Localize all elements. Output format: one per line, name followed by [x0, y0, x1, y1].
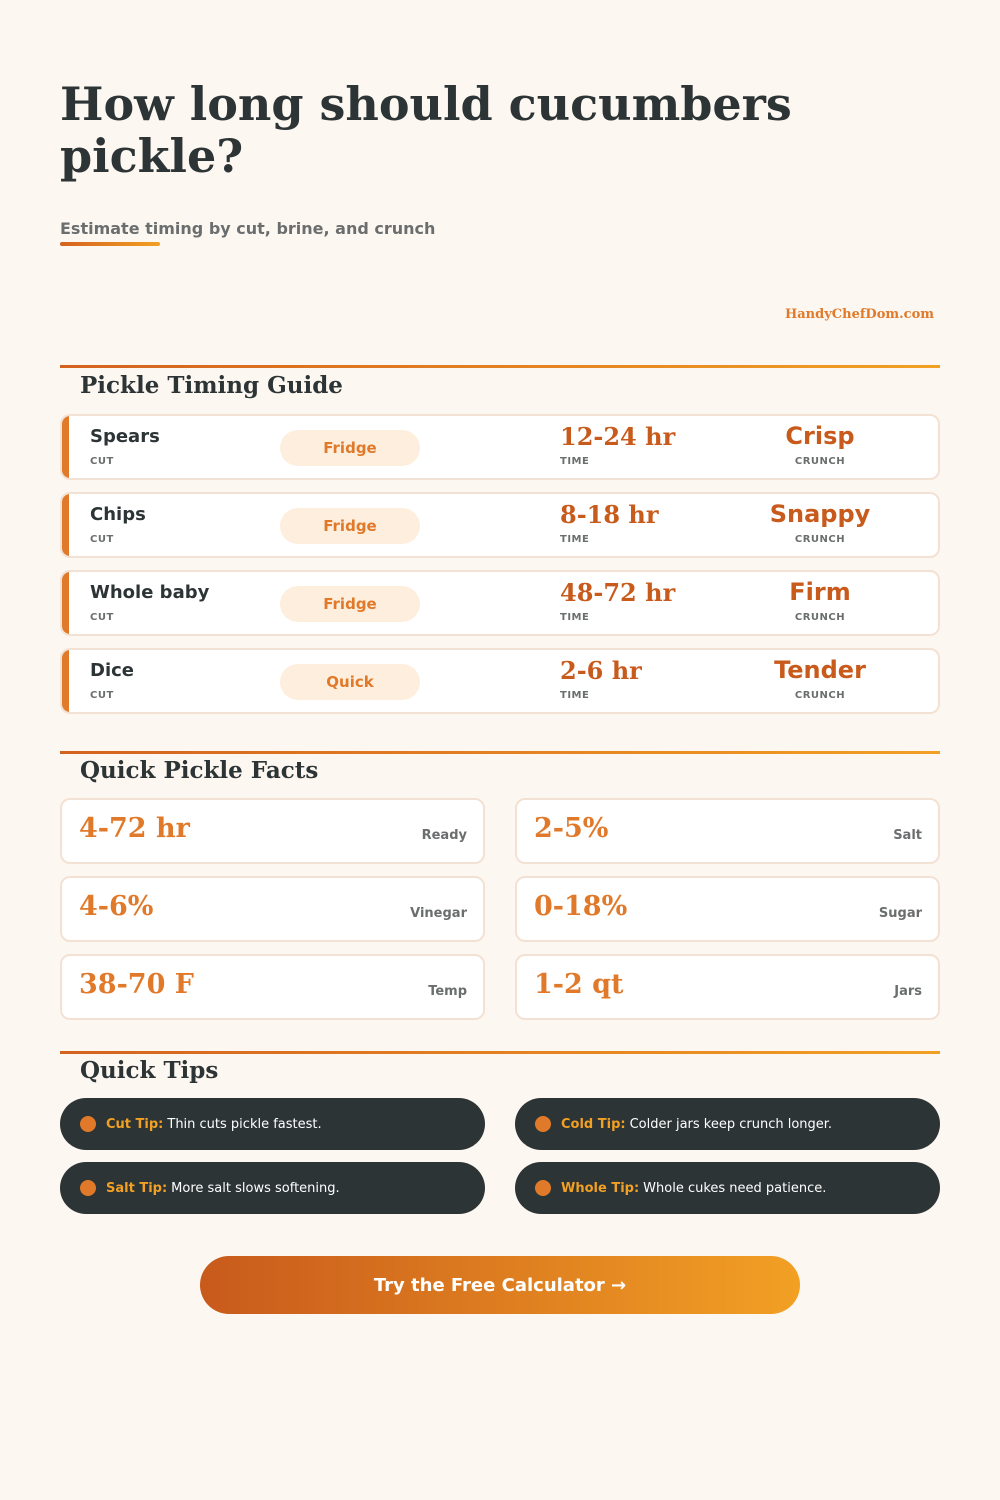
tip-dot-icon	[80, 1116, 96, 1132]
tip-text: Whole cukes need patience.	[643, 1180, 827, 1196]
tip-cold	[515, 1098, 940, 1150]
cut-label: CUT	[90, 612, 114, 623]
crunch-label: CRUNCH	[794, 456, 846, 467]
time-label: TIME	[560, 456, 590, 467]
fact-card-ready	[60, 798, 485, 864]
fact-label: Sugar	[878, 906, 922, 921]
fact-label: Salt	[893, 828, 922, 843]
tip-dot-icon	[535, 1180, 551, 1196]
try-calculator-button[interactable]: Try the Free Calculator →	[200, 1256, 800, 1314]
row-accent-bar	[62, 494, 69, 556]
row-accent-bar	[62, 650, 69, 712]
fact-card-temp	[60, 954, 485, 1020]
guide-row-dice	[60, 648, 940, 714]
fact-value: 1-2 qt	[534, 969, 624, 1000]
subtitle-underline	[60, 242, 160, 246]
row-accent-bar	[62, 572, 69, 634]
tip-label: Cold Tip:	[561, 1116, 626, 1132]
page-subtitle: Estimate timing by cut, brine, and crunch	[60, 219, 436, 238]
fact-label: Temp	[428, 984, 467, 999]
time-value: 8-18 hr	[560, 500, 659, 529]
tip-text: More salt slows softening.	[171, 1180, 340, 1196]
time-label: TIME	[560, 612, 590, 623]
crunch-label: CRUNCH	[794, 612, 846, 623]
crunch-value: Crisp	[785, 422, 855, 450]
tip-dot-icon	[535, 1116, 551, 1132]
guide-row-chips	[60, 492, 940, 558]
tip-label: Cut Tip:	[106, 1116, 164, 1132]
cut-label: CUT	[90, 534, 114, 545]
method-pill: Fridge	[280, 508, 420, 544]
time-label: TIME	[560, 534, 590, 545]
tip-text: Thin cuts pickle fastest.	[167, 1116, 322, 1132]
tip-label: Salt Tip:	[106, 1180, 168, 1196]
brand-link[interactable]: HandyChefDom.com	[784, 307, 934, 322]
time-value: 12-24 hr	[560, 422, 676, 451]
section-divider	[60, 365, 940, 368]
tip-text: Colder jars keep crunch longer.	[629, 1116, 833, 1132]
cut-name: Dice	[90, 660, 134, 681]
cut-name: Spears	[90, 426, 160, 447]
method-pill: Fridge	[280, 430, 420, 466]
method-pill: Quick	[280, 664, 420, 700]
section-divider	[60, 1051, 940, 1054]
row-accent-bar	[62, 416, 69, 478]
fact-card-jars	[515, 954, 940, 1020]
cut-label: CUT	[90, 690, 114, 701]
guide-row-whole-baby	[60, 570, 940, 636]
tip-label: Whole Tip:	[561, 1180, 640, 1196]
fact-value: 2-5%	[534, 813, 609, 844]
fact-value: 4-6%	[79, 891, 154, 922]
facts-section-title: Quick Pickle Facts	[80, 757, 319, 784]
crunch-value: Tender	[774, 656, 866, 684]
fact-value: 38-70 F	[79, 969, 194, 1000]
tip-salt	[60, 1162, 485, 1214]
time-value: 2-6 hr	[560, 656, 642, 685]
time-label: TIME	[560, 690, 590, 701]
guide-section-title: Pickle Timing Guide	[80, 372, 343, 399]
crunch-label: CRUNCH	[794, 690, 846, 701]
page-title: How long should cucumbers pickle?	[60, 77, 792, 183]
guide-row-spears	[60, 414, 940, 480]
cut-name: Chips	[90, 504, 146, 525]
cut-name: Whole baby	[90, 582, 210, 603]
tip-cut	[60, 1098, 485, 1150]
tip-whole	[515, 1162, 940, 1214]
tip-dot-icon	[80, 1180, 96, 1196]
tips-section-title: Quick Tips	[80, 1057, 219, 1084]
fact-label: Jars	[894, 984, 922, 999]
crunch-value: Firm	[789, 578, 851, 606]
crunch-label: CRUNCH	[794, 534, 846, 545]
section-divider	[60, 751, 940, 754]
crunch-value: Snappy	[769, 500, 871, 528]
fact-label: Vinegar	[410, 906, 467, 921]
fact-card-vinegar	[60, 876, 485, 942]
cut-label: CUT	[90, 456, 114, 467]
fact-card-sugar	[515, 876, 940, 942]
method-pill: Fridge	[280, 586, 420, 622]
fact-value: 0-18%	[534, 891, 628, 922]
fact-card-salt	[515, 798, 940, 864]
time-value: 48-72 hr	[560, 578, 676, 607]
fact-value: 4-72 hr	[79, 813, 190, 844]
fact-label: Ready	[421, 828, 467, 843]
